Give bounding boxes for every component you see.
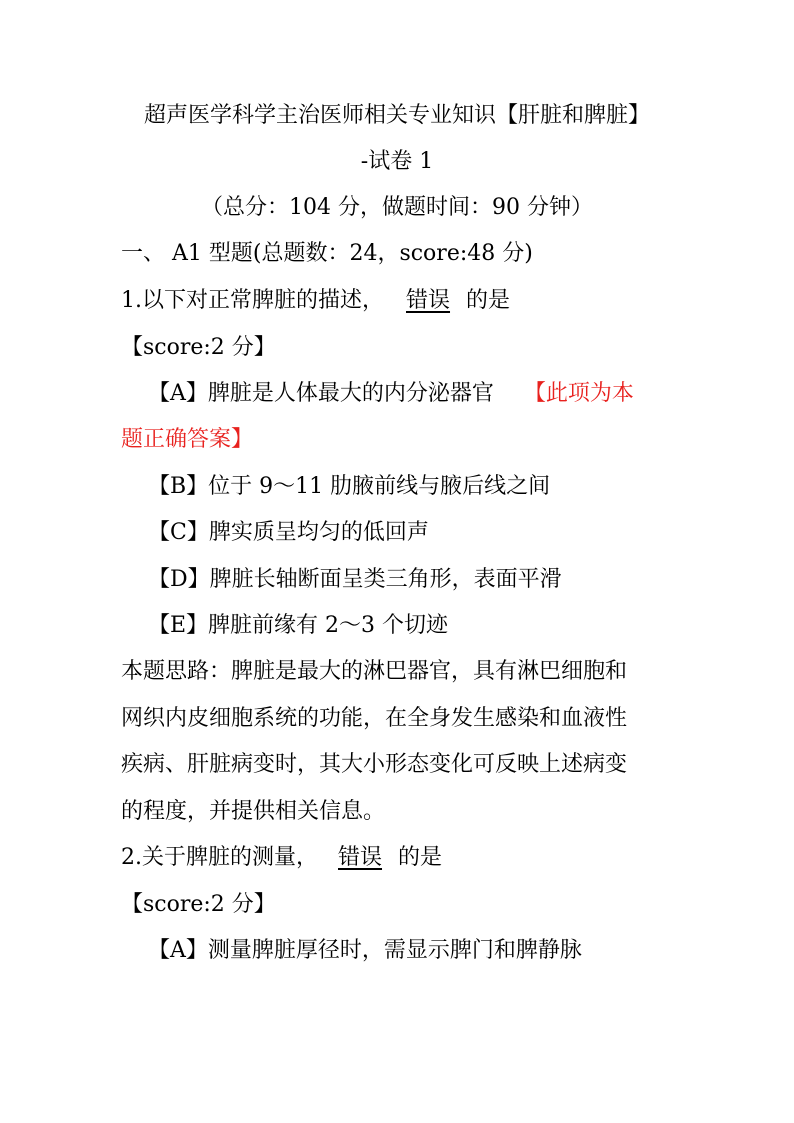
explanation-line: [121, 797, 385, 827]
exam-title-line1: 超声医学科学主治医师相关专业知识【肝脏和脾脏】: [143, 103, 650, 128]
exam-summary-text: （总分：104 分，做题时间：90 分钟）: [201, 195, 593, 220]
option-c-text: 【C】脾实质呈均匀的低回声: [148, 520, 429, 545]
explanation-text-3: 疾病、肝脏病变时，其大小形态变化可反映上述病变: [121, 752, 628, 777]
option-d: [148, 565, 562, 595]
explanation-text-2: 网织内皮细胞系统的功能，在全身发生感染和血液性: [121, 706, 628, 731]
option-a: [148, 936, 582, 966]
option-d-text: 【D】脾脏长轴断面呈类三角形，表面平滑: [148, 567, 562, 592]
option-b-text: 【B】位于 9～11 肋腋前线与腋后线之间: [148, 474, 551, 499]
question-score-text: 【score:2 分】: [121, 892, 276, 917]
correct-answer-mark-line2: 题正确答案】: [121, 427, 254, 452]
question-stem-keyword: 错误: [338, 845, 383, 870]
question-stem: [121, 286, 510, 316]
question-stem-suffix: 的是: [398, 845, 443, 870]
option-c: [148, 518, 429, 548]
section-heading-text: 一、 A1 型题(总题数：24，score:48 分): [121, 241, 533, 266]
exam-title: [0, 101, 794, 131]
correct-answer-mark: 【此项为本: [523, 381, 634, 406]
question-stem-prefix: 2.关于脾脏的测量，: [121, 845, 318, 870]
option-a-text: 【A】测量脾脏厚径时，需显示脾门和脾静脉: [148, 938, 582, 963]
option-e-text: 【E】脾脏前缘有 2～3 个切迹: [148, 613, 449, 638]
question-stem-keyword: 错误: [406, 288, 451, 313]
explanation-text-1: 本题思路：脾脏是最大的淋巴器官，具有淋巴细胞和: [121, 659, 628, 684]
explanation-line: [121, 657, 627, 687]
section-heading: [121, 239, 533, 269]
exam-title-line2: -试卷 1: [360, 149, 434, 174]
question-stem-suffix: 的是: [466, 288, 511, 313]
question-stem: [121, 843, 442, 873]
explanation-line: [121, 750, 627, 780]
exam-summary: [0, 193, 794, 223]
explanation-line: [121, 704, 627, 734]
exam-title-continued: [0, 147, 794, 177]
question-score: [121, 890, 276, 920]
option-a-text: 【A】脾脏是人体最大的内分泌器官: [148, 381, 494, 406]
option-a: [148, 379, 634, 409]
option-b: [148, 472, 550, 502]
correct-answer-mark-continued: [121, 425, 253, 455]
explanation-text-4: 的程度，并提供相关信息。: [121, 799, 386, 824]
question-score-text: 【score:2 分】: [121, 335, 276, 360]
question-score: [121, 333, 276, 363]
question-stem-prefix: 1.以下对正常脾脏的描述，: [121, 288, 384, 313]
option-e: [148, 611, 448, 641]
